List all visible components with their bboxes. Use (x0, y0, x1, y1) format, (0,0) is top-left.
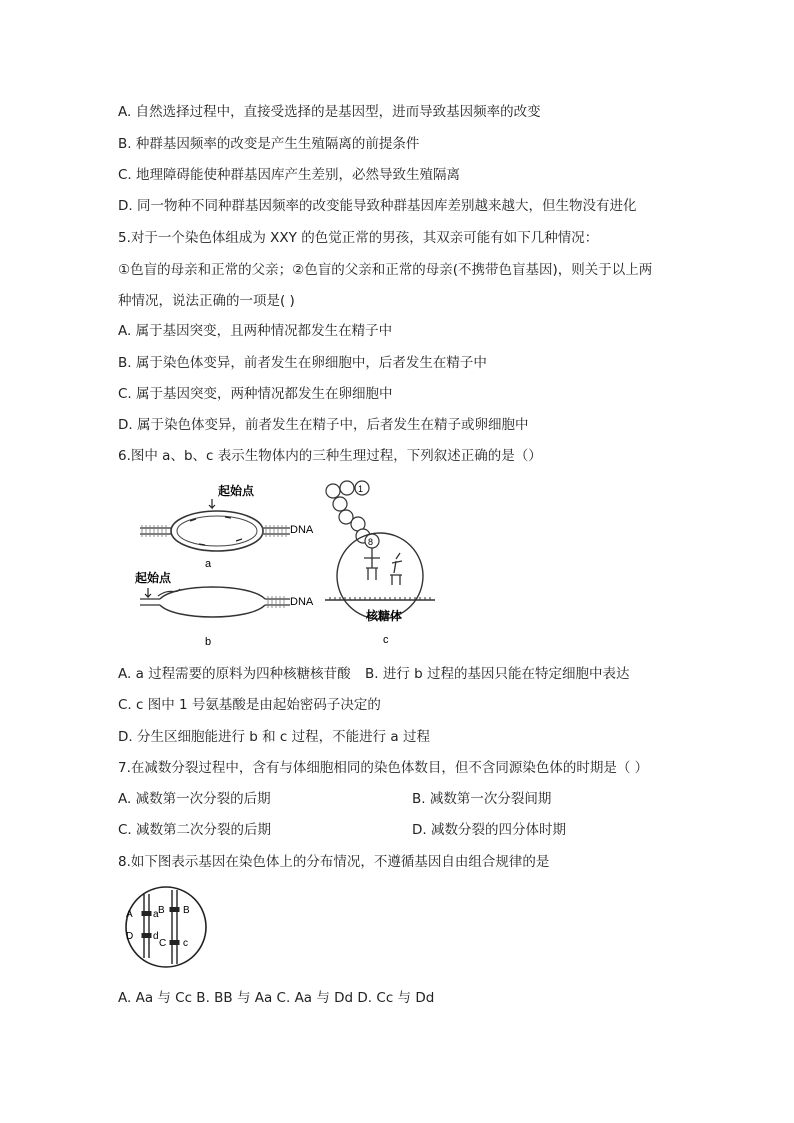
gene-B-left: B (158, 905, 165, 916)
q5-option-c: C. 属于基因突变，两种情况都发生在卵细胞中 (118, 386, 393, 402)
q4-option-a: A. 自然选择过程中，直接受选择的是基因型，进而导致基因频率的改变 (118, 104, 541, 120)
transcription-diagram-b (135, 570, 314, 648)
q4-option-c: C. 地理障碍能使种群基因库产生差别，必然导致生殖隔离 (118, 167, 461, 183)
q6-figure (130, 475, 470, 650)
dna-label-a: DNA (290, 524, 314, 536)
q4-option-d: D. 同一物种不同种群基因频率的改变能导致种群基因库差别越来越大，但生物没有进化 (118, 198, 637, 214)
q5-stem-line1: 5.对于一个染色体组成为 XXY 的色觉正常的男孩，其双亲可能有如下几种情况： (118, 230, 599, 246)
trna-1 (364, 548, 380, 580)
translation-diagram-c (325, 481, 435, 646)
q6-option-b: B. 进行 b 过程的基因只能在特定细胞中表达 (365, 666, 630, 682)
q8-options: A. Aa 与 Cc B. BB 与 Aa C. Aa 与 Dd D. Cc 与 Dd (118, 990, 435, 1006)
diagram-label-c: c (383, 634, 389, 646)
start-point-label-b: 起始点 (135, 571, 172, 585)
q5-stem-line2: ①色盲的母亲和正常的父亲；②色盲的父亲和正常的母亲(不携带色盲基因)，则关于以上两 (118, 262, 653, 278)
q5-option-d: D. 属于染色体变异，前者发生在精子中，后者发生在精子或卵细胞中 (118, 417, 529, 433)
cell-outline (126, 887, 206, 967)
gene-c: c (183, 938, 188, 949)
gene-d: d (153, 931, 159, 942)
gene-A: A (126, 909, 133, 920)
ribosome-label: 核糖体 (366, 609, 403, 623)
q6-stem: 6.图中 a、b、c 表示生物体内的三种生理过程，下列叙述正确的是（） (118, 448, 542, 464)
q7-option-d: D. 减数分裂的四分体时期 (412, 822, 566, 838)
gene-D: D (126, 931, 134, 942)
dna-label-b: DNA (290, 596, 314, 608)
q5-option-b: B. 属于染色体变异，前者发生在卵细胞中，后者发生在精子中 (118, 355, 487, 371)
svg-text:1: 1 (358, 484, 364, 494)
q7-option-b: B. 减数第一次分裂间期 (412, 791, 552, 807)
ribosome-circle (337, 533, 423, 619)
diagram-label-b: b (205, 636, 212, 648)
gene-a: a (153, 909, 159, 920)
q4-option-b: B. 种群基因频率的改变是产生生殖隔离的前提条件 (118, 136, 420, 152)
q7-stem: 7.在减数分裂过程中，含有与体细胞相同的染色体数目，但不含同源染色体的时期是（ ） (118, 760, 649, 776)
q6-option-d: D. 分生区细胞能进行 b 和 c 过程，不能进行 a 过程 (118, 729, 430, 745)
q6-option-a: A. a 过程需要的原料为四种核糖核苷酸 (118, 666, 351, 682)
q5-option-a: A. 属于基因突变，且两种情况都发生在精子中 (118, 323, 393, 339)
q8-stem: 8.如下图表示基因在染色体上的分布情况，不遵循基因自由组合规律的是 (118, 854, 550, 870)
q8-chromosome-figure (118, 882, 218, 972)
down-arrow-icon (145, 588, 151, 597)
gene-B-right: B (183, 905, 190, 916)
q7-option-a: A. 减数第一次分裂的后期 (118, 791, 271, 807)
start-point-label-a: 起始点 (218, 484, 255, 498)
q6-option-c: C. c 图中 1 号氨基酸是由起始密码子决定的 (118, 697, 381, 713)
trna-2 (390, 553, 402, 585)
down-arrow-icon (209, 499, 215, 508)
replication-diagram-a (140, 483, 314, 570)
q5-stem-line3: 种情况，说法正确的一项是( ) (118, 293, 295, 309)
gene-C: C (159, 938, 167, 949)
q7-option-c: C. 减数第二次分裂的后期 (118, 822, 272, 838)
svg-text:8: 8 (368, 537, 374, 547)
diagram-label-a: a (205, 558, 212, 570)
